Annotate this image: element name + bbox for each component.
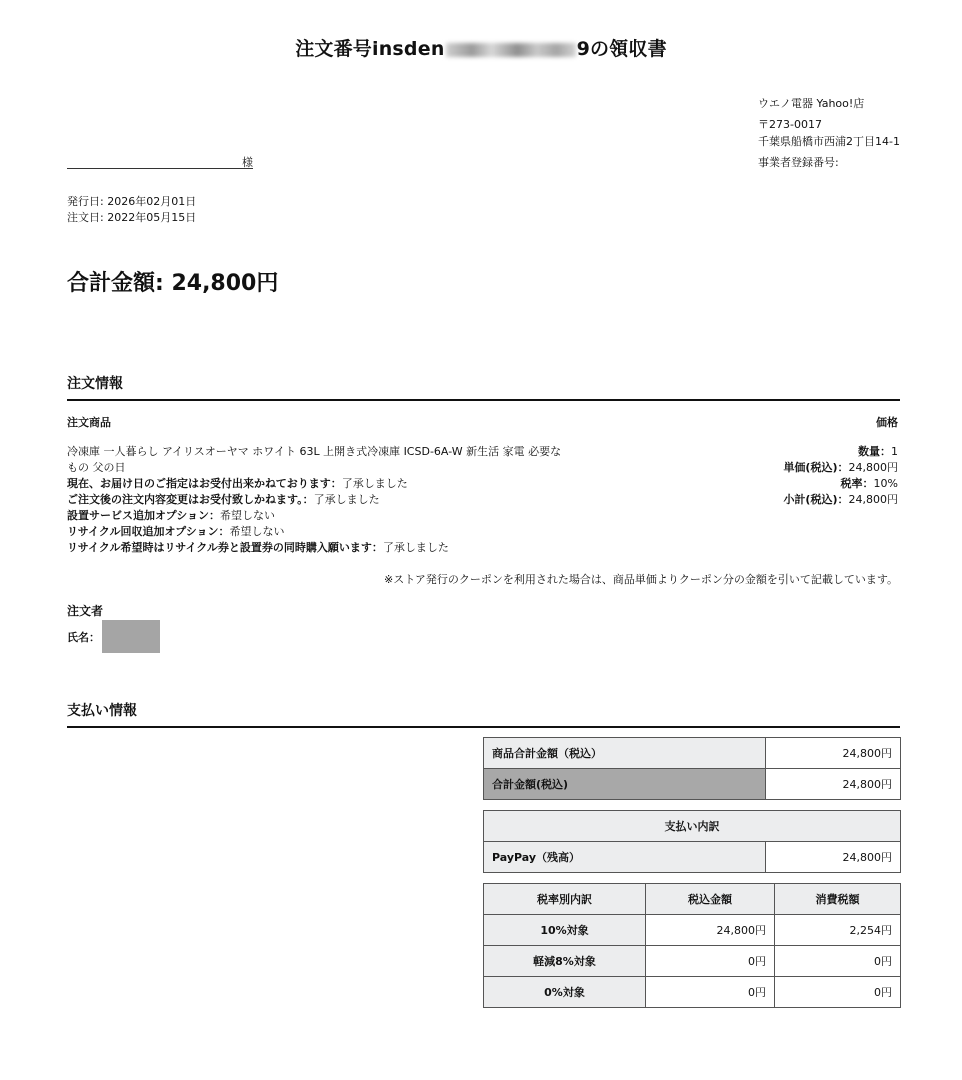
col-item-header: 注文商品 (67, 416, 111, 429)
order-item (67, 444, 587, 556)
table-cell: 24,800円 (646, 915, 775, 946)
table-cell: 軽減8%対象 (484, 946, 646, 977)
table-header: 税込金額 (646, 884, 775, 915)
title-suffix: 9の領収書 (576, 38, 667, 60)
total-amount: 合計金額: 24,800円 (67, 271, 279, 296)
option-value: 希望しない (229, 525, 285, 538)
option-label: リサイクル希望時はリサイクル券と設置券の同時購入願います： (67, 541, 383, 554)
price-line-label: 小計(税込)： (783, 493, 849, 506)
table-row (484, 842, 901, 873)
table-cell: 0円 (646, 977, 775, 1008)
payment-breakdown-table (483, 810, 901, 873)
price-line-value: 24,800円 (848, 493, 898, 506)
summary-label: 商品合計金額（税込） (484, 738, 766, 769)
item-description: 冷凍庫 一人暮らし アイリスオーヤマ ホワイト 63L 上開き式冷凍庫 ICSD-6A-W 新生活 家電 必要なもの 父の日 (67, 445, 562, 474)
quantity-line (620, 444, 898, 460)
option-label: 設置サービス追加オプション： (67, 509, 221, 522)
option-label: ご注文後の注文内容変更はお受付致しかねます。： (67, 493, 314, 506)
store-registration: 事業者登録番号: (758, 156, 839, 169)
col-price-header: 価格 (876, 416, 898, 429)
page-title (0, 34, 962, 61)
store-info (758, 95, 900, 171)
table-cell: 0円 (775, 946, 901, 977)
item-option (67, 492, 587, 508)
table-row (484, 884, 901, 915)
subtotal-line (620, 492, 898, 508)
dates (67, 194, 196, 226)
unit-price-line (620, 460, 898, 476)
price-line-label: 単価(税込)： (783, 461, 849, 474)
breakdown-label: PayPay（残高） (484, 842, 766, 873)
coupon-note: ※ストア発行のクーポンを利用された場合は、商品単価よりクーポン分の金額を引いて記載しています。 (383, 573, 898, 586)
table-row (484, 946, 901, 977)
redacted-name (102, 620, 160, 653)
order-info-heading: 注文情報 (67, 373, 900, 401)
recipient-suffix: 様 (242, 156, 253, 169)
table-header: 税率別内訳 (484, 884, 646, 915)
table-header: 消費税額 (775, 884, 901, 915)
option-value: 了承しました (313, 493, 380, 506)
price-line-value: 24,800円 (848, 461, 898, 474)
issue-date: 発行日: 2026年02月01日 (67, 195, 197, 208)
price-line-value: 1 (891, 445, 898, 458)
breakdown-heading: 支払い内訳 (484, 811, 901, 842)
payment-heading: 支払い情報 (67, 700, 900, 728)
price-line-value: 10% (873, 477, 898, 490)
option-label: 現在、お届け日のご指定はお受付出来かねております： (67, 477, 342, 490)
price-line-label: 税率： (840, 477, 874, 490)
option-value: 了承しました (341, 477, 408, 490)
tax-breakdown-table (483, 883, 901, 1008)
table-row (484, 738, 901, 769)
option-label: リサイクル回収追加オプション： (67, 525, 230, 538)
item-option (67, 524, 587, 540)
breakdown-value: 24,800円 (766, 842, 901, 873)
orderer-heading: 注文者 (67, 604, 104, 618)
item-option (67, 540, 587, 556)
tax-rate-line (620, 476, 898, 492)
table-row (484, 915, 901, 946)
price-details (620, 444, 898, 508)
summary-label: 合計金額(税込) (484, 769, 766, 800)
payment-summary-table (483, 737, 901, 800)
orderer-name-row (67, 620, 160, 653)
table-cell: 0円 (775, 977, 901, 1008)
item-option (67, 508, 587, 524)
store-zip: 〒273-0017 (758, 118, 822, 131)
recipient-line (67, 154, 253, 169)
order-date: 注文日: 2022年05月15日 (67, 211, 197, 224)
option-value: 希望しない (220, 509, 276, 522)
table-cell: 0%対象 (484, 977, 646, 1008)
name-label: 氏名： (67, 630, 100, 644)
table-row (484, 811, 901, 842)
table-row (484, 977, 901, 1008)
summary-value: 24,800円 (766, 738, 901, 769)
table-cell: 0円 (646, 946, 775, 977)
item-option (67, 476, 587, 492)
table-row (484, 769, 901, 800)
redacted-order-number (446, 43, 576, 57)
summary-value: 24,800円 (766, 769, 901, 800)
table-cell: 2,254円 (775, 915, 901, 946)
table-cell: 10%対象 (484, 915, 646, 946)
price-line-label: 数量： (858, 445, 891, 458)
store-address: 千葉県船橋市西浦2丁目14-1 (758, 135, 900, 148)
option-value: 了承しました (382, 541, 449, 554)
store-name: ウエノ電器 Yahoo!店 (758, 97, 865, 110)
title-prefix: 注文番号insden (295, 38, 445, 60)
